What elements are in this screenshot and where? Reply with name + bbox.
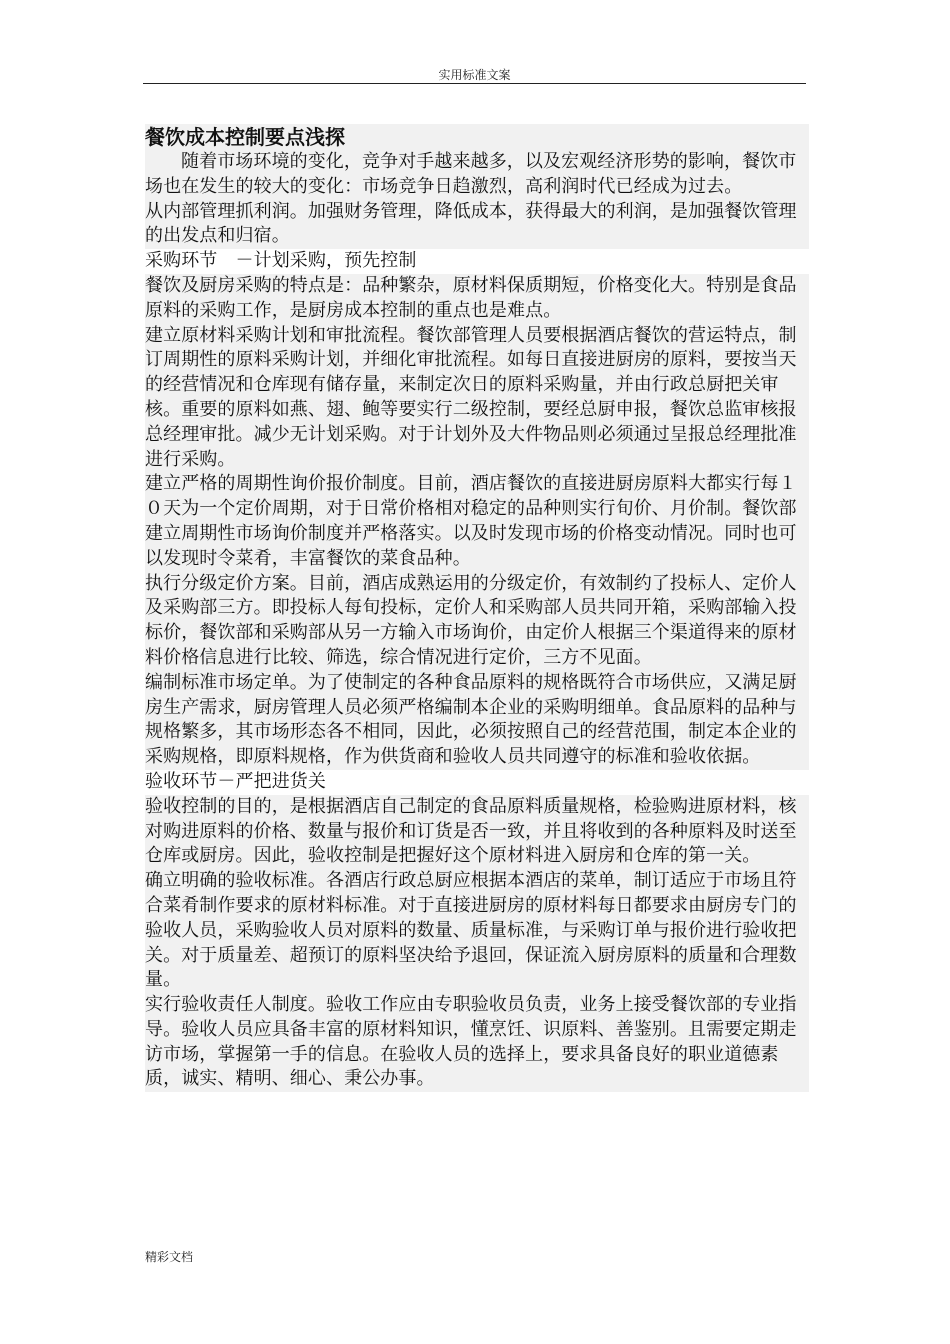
paragraph: 建立原材料采购计划和审批流程。餐饮部管理人员要根据酒店餐饮的营运特点，制订周期性的原料采购计划，并细化审批流程。如每日直接进厨房的原料，要按当天的经营情况和仓库现有储存量，来制定次日的原料采购量，并由行政总厨把关审核。重要的原料如燕、翅、鲍等要实行二级控制，要经总厨申报，餐饮总监审核报总经理审批。减少无计划采购。对于计划外及大件物品则必须通过呈报总经理批准进行采购。 xyxy=(145,324,809,473)
paragraph-intro: 随着市场环境的变化，竞争对手越来越多，以及宏观经济形势的影响，餐饮市场也在发生的较大的变化：市场竞争日趋激烈，高利润时代已经成为过去。 xyxy=(145,150,809,200)
page-header: 实用标准文案 xyxy=(438,68,511,82)
paragraph: 建立严格的周期性询价报价制度。目前，酒店餐饮的直接进厨房原料大都实行每１０天为一个定价周期，对于日常价格相对稳定的品种则实行旬价、月价制。餐饮部建立周期性市场询价制度并严格落实。以及时发现市场的价格变动情况。同时也可以发现时令菜肴，丰富餐饮的菜食品种。 xyxy=(145,472,809,571)
section-heading-purchasing: 采购环节 －计划采购，预先控制 xyxy=(145,249,809,274)
paragraph: 验收控制的目的，是根据酒店自己制定的食品原料质量规格，检验购进原材料，核对购进原料的价格、数量与报价和订货是否一致，并且将收到的各种原料及时送至仓库或厨房。因此，验收控制是把握好这个原材料进入厨房和仓库的第一关。 xyxy=(145,795,809,869)
paragraph: 从内部管理抓利润。加强财务管理，降低成本，获得最大的利润，是加强餐饮管理的出发点和归宿。 xyxy=(145,200,809,250)
paragraph: 餐饮及厨房采购的特点是：品种繁杂，原材料保质期短，价格变化大。特别是食品原料的采购工作，是厨房成本控制的重点也是难点。 xyxy=(145,274,809,324)
page-footer: 精彩文档 xyxy=(145,1250,194,1264)
document-body xyxy=(145,124,809,1092)
header-divider xyxy=(143,83,806,84)
paragraph: 实行验收责任人制度。验收工作应由专职验收员负责，业务上接受餐饮部的专业指导。验收人员应具备丰富的原材料知识，懂烹饪、识原料、善鉴别。且需要定期走访市场，掌握第一手的信息。在验收人员的选择上，要求具备良好的职业道德素质，诚实、精明、细心、秉公办事。 xyxy=(145,993,809,1092)
paragraph: 确立明确的验收标准。各酒店行政总厨应根据本酒店的菜单，制订适应于市场且符合菜肴制作要求的原材料标准。对于直接进厨房的原材料每日都要求由厨房专门的验收人员，采购验收人员对原料的数量、质量标准，与采购订单与报价进行验收把关。对于质量差、超预订的原料坚决给予退回，保证流入厨房原料的质量和合理数量。 xyxy=(145,869,809,993)
document-title: 餐饮成本控制要点浅探 xyxy=(145,124,809,150)
paragraph: 执行分级定价方案。目前，酒店成熟运用的分级定价，有效制约了投标人、定价人及采购部三方。即投标人每旬投标，定价人和采购部人员共同开箱，采购部输入投标价，餐饮部和采购部从另一方输入市场询价，由定价人根据三个渠道得来的原材料价格信息进行比较、筛选，综合情况进行定价，三方不见面。 xyxy=(145,572,809,671)
section-heading-receiving: 验收环节－严把进货关 xyxy=(145,770,809,795)
paragraph: 编制标准市场定单。为了使制定的各种食品原料的规格既符合市场供应，又满足厨房生产需求，厨房管理人员必须严格编制本企业的采购明细单。食品原料的品种与规格繁多，其市场形态各不相同，因此，必须按照自己的经营范围，制定本企业的采购规格，即原料规格，作为供货商和验收人员共同遵守的标准和验收依据。 xyxy=(145,671,809,770)
